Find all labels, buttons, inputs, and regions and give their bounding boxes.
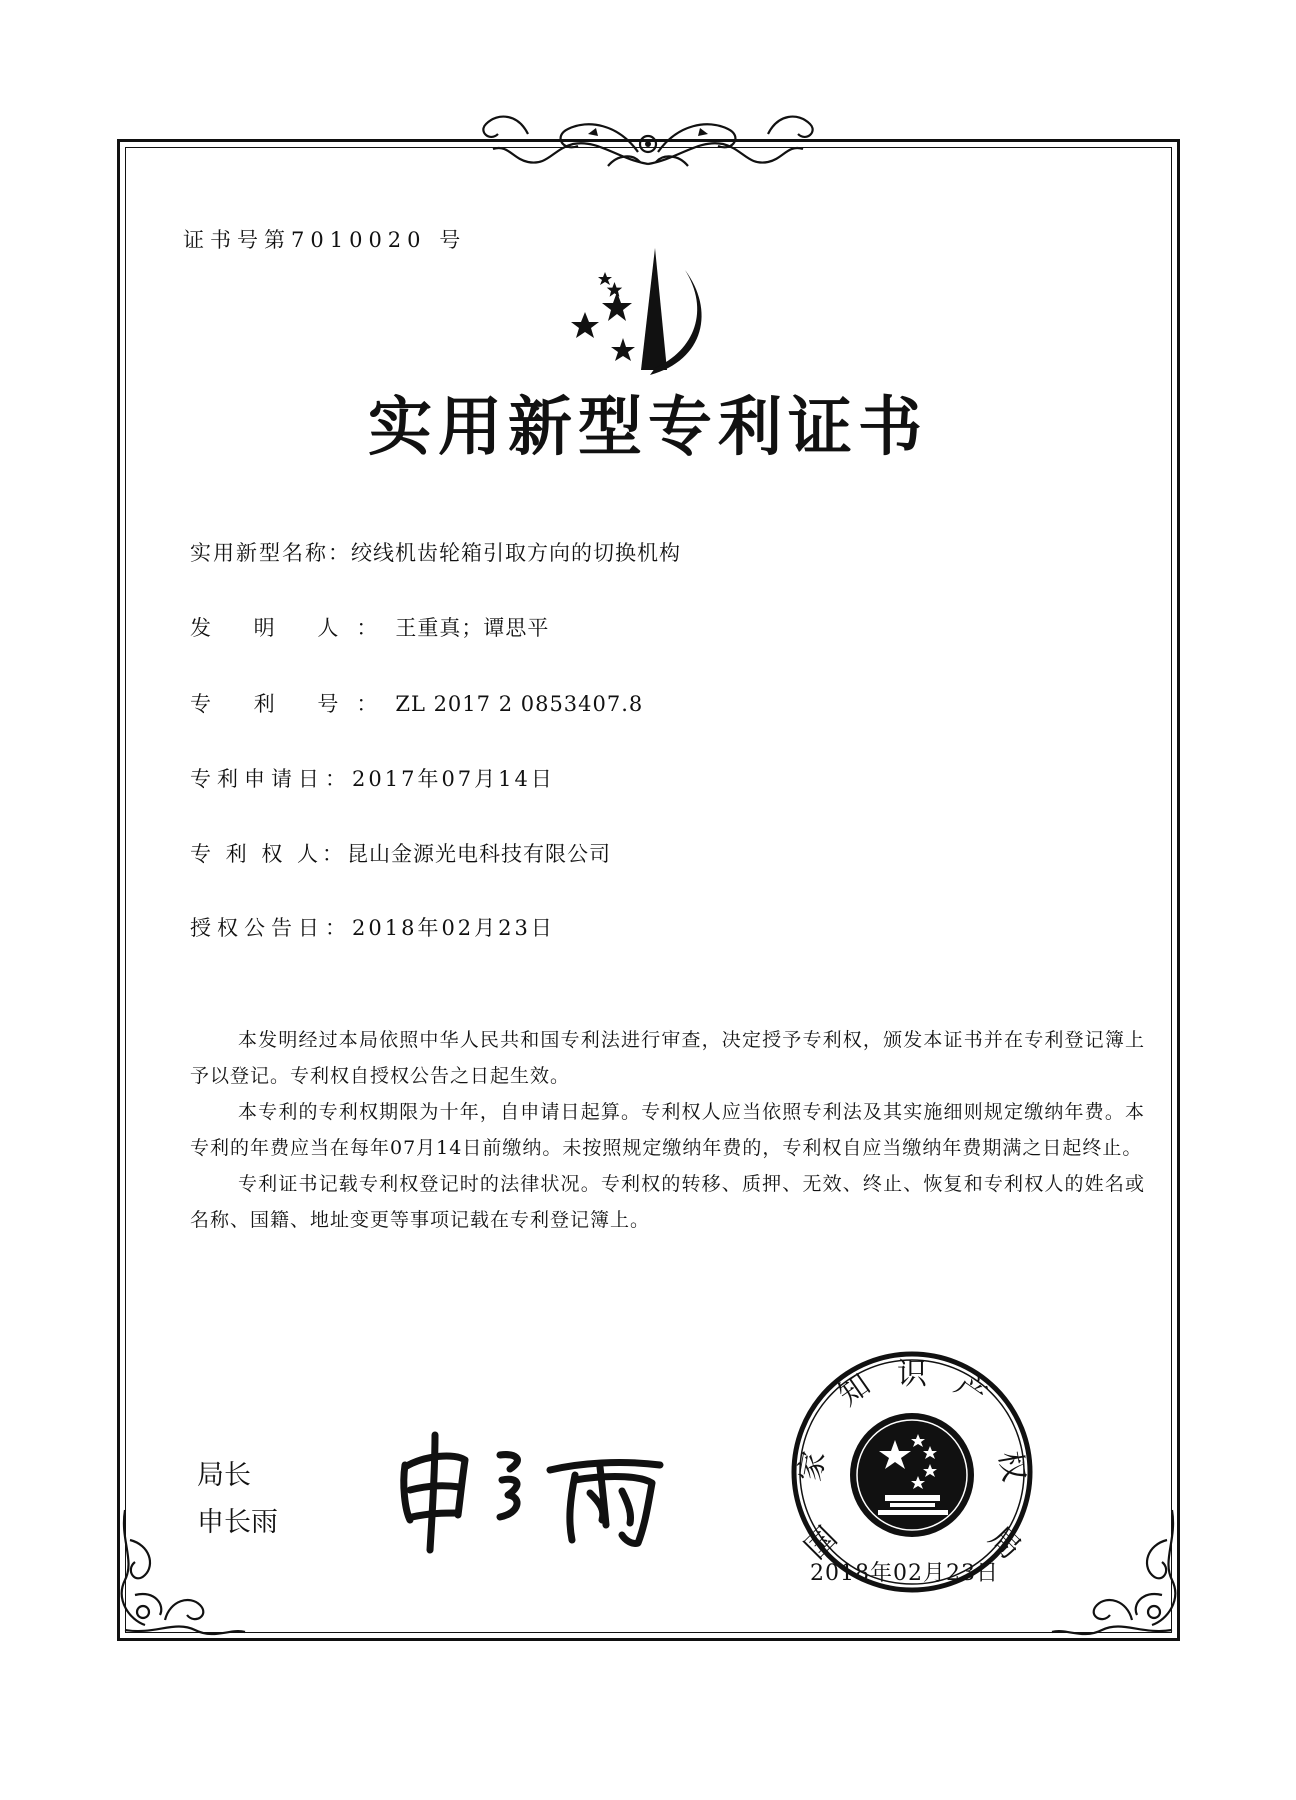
body-paragraph: 专利证书记载专利权登记时的法律状况。专利权的转移、质押、无效、终止、恢复和专利权人的姓名或名称、国籍、地址变更等事项记载在专利登记簿上。 [190,1173,1145,1231]
field-patent-number [190,688,643,718]
seal-char: 知 [832,1367,877,1414]
seal-date: 2018年02月23日 [810,1561,999,1586]
field-value: 绞线机齿轮箱引取方向的切换机构 [351,541,681,565]
corner-ornament-bottom-right-icon [1042,1500,1192,1650]
patent-office-emblem-icon [555,240,745,380]
field-value: 2018年02月23日 [352,916,555,940]
field-label: 授权公告日： [190,916,352,940]
body-paragraph: 本发明经过本局依照中华人民共和国专利法进行审查，决定授予专利权，颁发本证书并在专利登记簿上予以登记。专利权自授权公告之日起生效。 [190,1029,1145,1087]
body-paragraph: 本专利的专利权期限为十年，自申请日起算。专利权人应当依照专利法及其实施细则规定缴纳年费。本专利的年费应当在每年07月14日前缴纳。未按照规定缴纳年费的，专利权自应当缴纳年费期满之日起终止。 [190,1101,1145,1159]
field-patentee [190,838,611,868]
field-value: ZL 2017 2 0853407.8 [395,692,644,716]
signature-icon [390,1425,680,1555]
field-label: 专利申请日： [190,767,352,791]
field-label: 实用新型名称： [190,541,351,565]
top-ornament-icon [468,104,828,174]
field-grant-date [190,912,555,942]
field-label: 专 利 权 人： [190,842,348,866]
seal-char: 识 [897,1357,927,1392]
seal-char: 家 [792,1448,833,1485]
field-utility-model-name [190,537,681,567]
seal-char: 产 [948,1367,993,1414]
certificate-body [190,1022,1145,1238]
field-application-date [190,763,555,793]
certificate-title: 实用新型专利证书 [368,390,928,465]
seal-char: 权 [991,1448,1032,1485]
field-value: 2017年07月14日 [352,767,555,791]
field-value: 王重真；谭思平 [395,616,550,640]
seal-char: 局 [981,1520,1028,1567]
director-name: 申长雨 [197,1507,278,1538]
seal-char: 国 [798,1520,845,1567]
field-value: 昆山金源光电科技有限公司 [347,842,612,866]
director-title: 局长 [197,1460,251,1491]
field-inventors [190,612,549,642]
field-label: 发 明 人： [190,616,396,640]
field-label: 专 利 号： [190,692,396,716]
certificate-number: 证书号第7010020 号 [183,228,467,252]
